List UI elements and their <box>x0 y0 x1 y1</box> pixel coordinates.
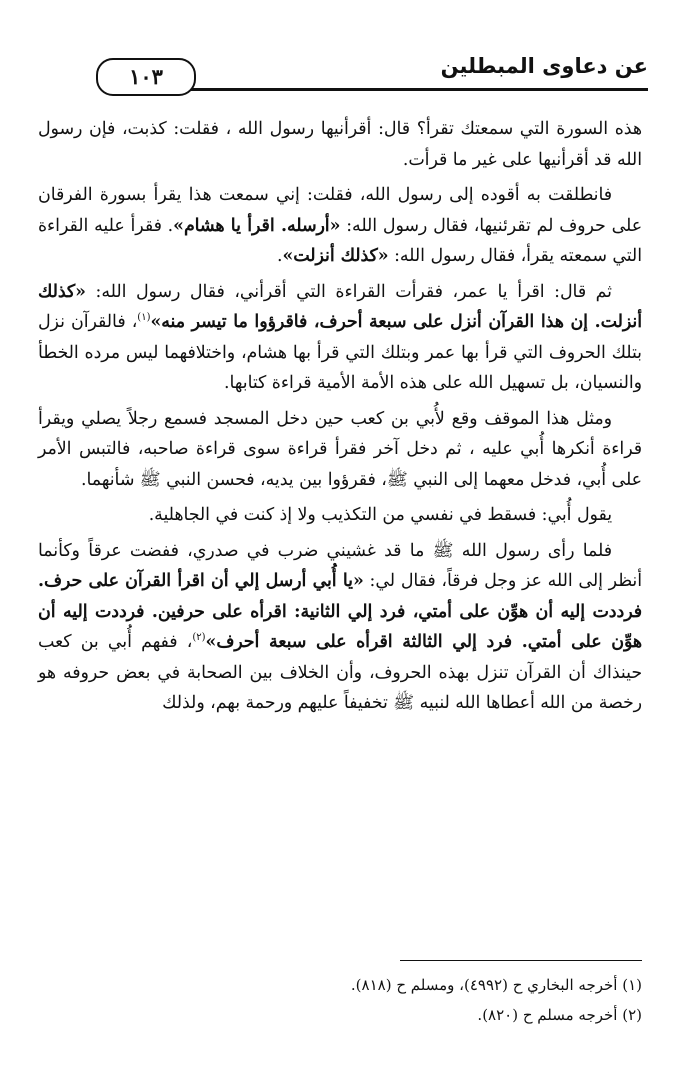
footnote-2: (٢) أخرجه مسلم ح (٨٢٠). <box>477 1006 642 1024</box>
text-run: . فقرأ عليه القراءة التي سمعته يقرأ، فقال رسول الله: <box>38 215 642 266</box>
text-run: ثم قال: اقرأ يا عمر، فقرأت القراءة التي أقرأني، فقال رسول الله: <box>85 281 612 302</box>
footnote-separator <box>400 960 642 961</box>
paragraph-2 <box>38 180 642 272</box>
hadith-quote: «كذلك أنزلت. إن هذا القرآن أنزل على سبعة أحرف، فاقرؤوا ما تيسر منه» <box>38 281 643 332</box>
footnote-1: (١) أخرجه البخاري ح (٤٩٩٢)، ومسلم ح (٨١٨). <box>350 976 642 994</box>
hadith-quote: «أرسله. اقرأ يا هشام» <box>173 215 341 236</box>
text-run: . <box>276 246 283 266</box>
text-run: ، ففهم أُبي بن كعب حينذاك أن القرآن تنزل بهذه الحروف، وأن الخلاف بين الصحابة في بعض حروفه هو رخصة من الله أعطاها الله لنبيه ﷺ تخفيفاً عليهم ورحمة بهم، ولذلك <box>38 632 642 713</box>
running-title: عن دعاوى المبطلين <box>440 54 648 78</box>
footnotes <box>38 970 642 1030</box>
footnote-reference: (١) <box>137 312 151 324</box>
text-run: هذه السورة التي سمعتك تقرأ؟ قال: أقرأنيها رسول الله ، فقلت: كذبت، فإن رسول الله قد أقرأنيها على غير ما قرأت. <box>38 119 642 170</box>
body-text <box>38 114 642 724</box>
text-run: فانطلقت به أقوده إلى رسول الله، فقلت: إني سمعت هذا يقرأ بسورة الفرقان على حروف لم تقرئنيها، فقال رسول الله: <box>38 185 643 236</box>
page-number: ١٠٣ <box>96 58 196 96</box>
hadith-quote: «يا أُبي أرسل إلي أن اقرأ القرآن على حرف. فرددت إليه أن هوِّن على أمتي، فرد إلي الثانية: اقرأه على حرفين. فرددت إليه أن هوِّن على أمتي. فرد إلي الثالثة اقرأه على سبعة أحرف» <box>38 571 642 652</box>
footnote-reference: (٢) <box>192 632 206 644</box>
paragraph-4 <box>38 404 642 496</box>
paragraph-5 <box>38 500 642 531</box>
paragraph-3 <box>38 277 642 399</box>
page-header <box>88 52 648 94</box>
text-run: ومثل هذا الموقف وقع لأُبي بن كعب حين دخل المسجد فسمع رجلاً يصلي ويقرأ قراءة أنكرها أُبي عليه ، ثم دخل آخر فقرأ قراءة سوى قراءة صاحبه، فالتبس الأمر على أُبي، فدخل معهما إلى النبي ﷺ، فقرؤوا بين يديه، فحسن النبي ﷺ شأنهما. <box>38 408 642 490</box>
text-run: يقول أُبي: فسقط في نفسي من التكذيب ولا إذ كنت في الجاهلية. <box>148 505 612 525</box>
header-rule <box>188 88 648 91</box>
hadith-quote: «كذلك أنزلت» <box>282 246 389 266</box>
text-run: فلما رأى رسول الله ﷺ ما قد غشيني ضرب في صدري، ففضت عرقاً وكأنما أنظر إلى الله عز وجل فرقاً، فقال لي: <box>38 540 642 591</box>
paragraph-1 <box>38 114 642 175</box>
text-run: ، فالقرآن نزل بتلك الحروف التي قرأ بها عمر وبتلك التي قرأ بها هشام، واختلافهما ليس مرده الخطأ والنسيان، بل تسهيل الله على هذه الأمة الأمية قراءة كتابها. <box>38 312 642 393</box>
paragraph-6 <box>38 536 642 719</box>
